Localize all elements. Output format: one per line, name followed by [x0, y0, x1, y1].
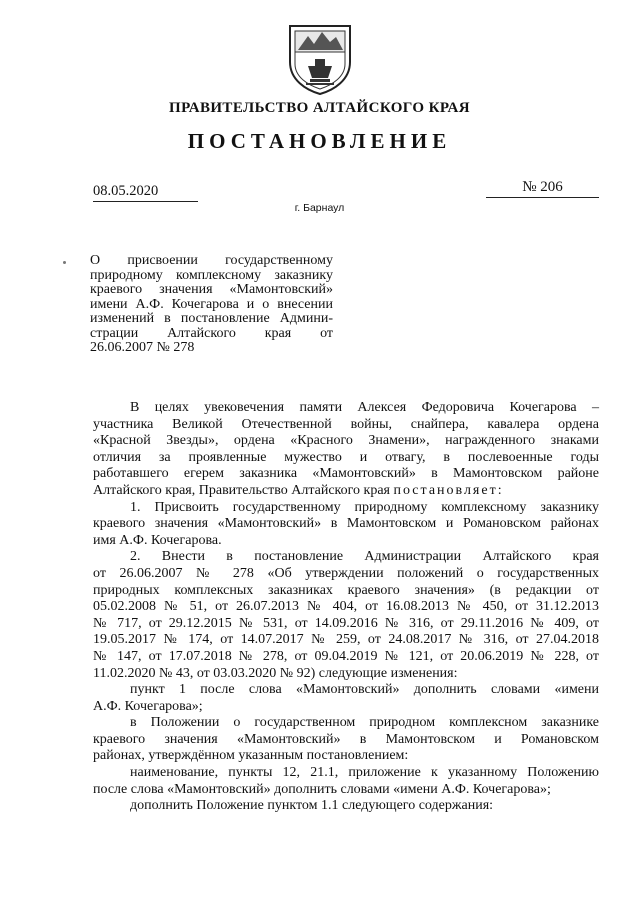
body-line: «Красной Звезды», ордена «Красного Знамени», награжденного знаками [93, 433, 599, 449]
subject-line: 26.06.2007 № 278 [90, 340, 195, 355]
body-line: от 26.06.2007 № 278 «Об утверждении положений о государственных [93, 565, 599, 581]
body-line: 2. Внести в постановление Администрации Алтайского края [130, 549, 599, 565]
body-line: В целях увековечения памяти Алексея Федоровича Кочегарова – [130, 400, 599, 415]
body-line: природных комплексных заказниках краевого значения» (в редакции от [93, 582, 599, 598]
resolution-keyword: постановляет [393, 482, 498, 498]
body-line: дополнить Положение пунктом 1.1 следующего содержания: [130, 798, 494, 814]
subject-line: страции Алтайского края от [90, 325, 333, 341]
body-line: отличия за проявленные мужество и отвагу, в послевоенные годы [93, 449, 599, 465]
city-label: г. Барнаул [294, 202, 345, 214]
document-body [93, 400, 599, 815]
subject-line: изменений в постановление Админи- [90, 311, 333, 326]
body-line: наименование, пункты 12, 21.1, приложение к указанному Положению [130, 765, 599, 781]
body-line: работавшего егерем заказника «Мамонтовский» в Мамонтовском районе [93, 466, 599, 482]
coat-of-arms-emblem [286, 22, 354, 96]
subject-line: природному комплексному заказнику [90, 267, 333, 283]
body-line: после слова «Мамонтовский» дополнить словами «имени А.Ф. Кочегарова»; [93, 781, 551, 797]
body-line: краевого значения «Мамонтовский» в Мамонтовском и Романовском [93, 731, 599, 747]
body-line: пункт 1 после слова «Мамонтовский» дополнить словами «имени [130, 682, 599, 698]
subject-line: О присвоении государственному [90, 253, 333, 268]
body-line: в Положении о государственном природном комплексном заказнике [130, 715, 599, 731]
body-line: № 147, от 17.07.2018 № 278, от 09.04.2019 № 121, от 20.06.2019 № 228, от [93, 648, 599, 664]
body-line: 1. Присвоить государственному природному комплексному заказнику [130, 499, 599, 515]
scan-dot [63, 261, 66, 264]
body-line: районах, утверждённом указанным постановлением: [93, 748, 409, 764]
body-text-fragment: Алтайского края, Правительство Алтайского края [93, 482, 394, 498]
body-line: 19.05.2017 № 174, от 14.07.2017 № 259, от 24.08.2017 № 316, от 27.04.2018 [93, 632, 599, 648]
body-line: № 717, от 29.12.2015 № 531, от 14.09.2016 № 316, от 29.11.2016 № 409, от [93, 615, 599, 631]
government-title: ПРАВИТЕЛЬСТВО АЛТАЙСКОГО КРАЯ [169, 100, 470, 116]
body-text-fragment: : [497, 482, 502, 498]
document-date: 08.05.2020 [93, 183, 198, 202]
document-subject [90, 254, 333, 356]
body-line [93, 483, 599, 500]
body-line: 05.02.2008 № 51, от 26.07.2013 № 404, от 16.08.2013 № 450, от 31.12.2013 [93, 599, 599, 615]
document-number: № 206 [486, 179, 599, 198]
subject-line: имени А.Ф. Кочегарова и о внесении [90, 296, 333, 312]
body-line: краевого значения «Мамонтовский» в Мамонтовском и Романовском районах [93, 516, 599, 532]
body-line: А.Ф. Кочегарова»; [93, 698, 203, 714]
body-line: имя А.Ф. Кочегарова. [93, 532, 222, 548]
body-line: 11.02.2020 № 43, от 03.03.2020 № 92) следующие изменения: [93, 665, 458, 681]
body-line: участника Великой Отечественной войны, снайпера, кавалера ордена [93, 416, 599, 432]
subject-line: краевого значения «Мамонтовский» [90, 282, 333, 297]
document-type-title: ПОСТАНОВЛЕНИЕ [187, 129, 452, 153]
